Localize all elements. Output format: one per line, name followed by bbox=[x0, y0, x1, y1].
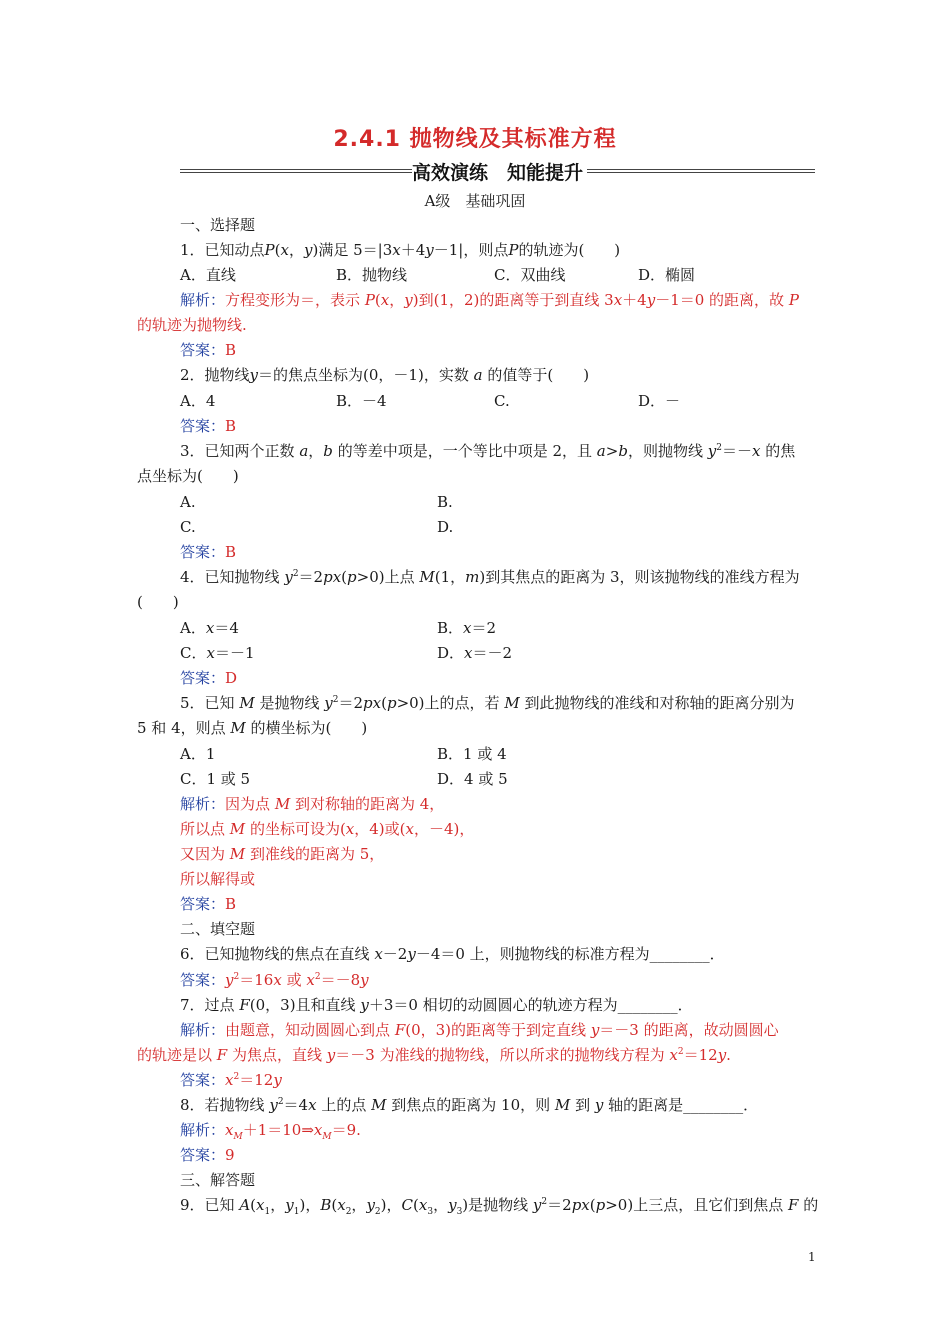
q5-stem-line2: 5 和 4，则点 M 的横坐标为( ) bbox=[137, 719, 368, 737]
q2-option-a: A．4 bbox=[180, 392, 216, 410]
q5-stem: 5．已知 M 是抛物线 $y^2=2px(p>0)$上的点，若 M 到此抛物线的准线和对称轴的距离分别为 bbox=[180, 694, 795, 712]
q9-stem: 9．已知 $A(x_1$，$y_1$)，$B(x_2$，$y_2$)，$C(x_3$，$y_3$)是抛物线 $y^2=2px(p>0)$上三点，且它们到焦点 F 的 bbox=[180, 1196, 819, 1217]
q7-analysis: 解析：由题意，知动圆圆心到点 F(0，3)的距离等于到定直线 y＝－3 的距离，故动圆圆心 bbox=[180, 1021, 779, 1039]
q1-analysis-line2: 的轨迹为抛物线. bbox=[137, 316, 247, 334]
page-number: 1 bbox=[808, 1250, 816, 1264]
q4-option-b: B．x＝2 bbox=[437, 619, 497, 637]
q5-analysis-line2: 所以点 M 的坐标可设为(x，4)或(x，－4)， bbox=[180, 820, 475, 838]
q8-stem: 8．若抛物线 $y^2=4x$ 上的点 M 到焦点的距离为 10，则 M 到 y 轴的距离是________． bbox=[180, 1096, 759, 1114]
q7-analysis-line2: 的轨迹是以 F 为焦点，直线 y＝－3 为准线的抛物线，所以所求的抛物线方程为 $x^2=12y$. bbox=[137, 1046, 731, 1064]
q8-analysis: 解析：$x_M+1=10\Rightarrow x_M=9$. bbox=[180, 1121, 361, 1142]
q3-stem: 3．已知两个正数 a，b 的等差中项是，一个等比中项是 2，且 a>b，则抛物线 $y^2=-x$ 的焦 bbox=[180, 442, 796, 460]
q6-answer: 答案：$y^2=16x$ 或 $x^2=-8y$ bbox=[180, 971, 369, 989]
q4-stem: 4．已知抛物线 $y^2=2px(p>0)$上点 M(1，m)到其焦点的距离为 3，则该抛物线的准线方程为 bbox=[180, 568, 800, 586]
q3-option-c: C. bbox=[180, 518, 196, 536]
q5-option-d: D．4 或 5 bbox=[437, 770, 508, 788]
q2-stem: 2．抛物线y＝的焦点坐标为(0，－1)，实数 a 的值等于( ) bbox=[180, 366, 590, 384]
q1-answer: 答案：B bbox=[180, 341, 237, 359]
q2-option-b: B．－4 bbox=[336, 392, 387, 410]
q8-answer: 答案：9 bbox=[180, 1146, 235, 1164]
q5-analysis-line1: 解析：因为点 M 到对称轴的距离为 4， bbox=[180, 795, 445, 813]
q2-option-c: C. bbox=[494, 392, 510, 410]
q4-answer: 答案：D bbox=[180, 669, 238, 687]
q4-stem-line2: ( ) bbox=[137, 593, 179, 611]
q3-option-a: A. bbox=[180, 493, 196, 511]
section-fill-blank: 二、填空题 bbox=[180, 920, 256, 938]
q1-analysis: 解析：方程变形为＝，表示 P(x，y)到(1，2)的距离等于到直线 3x＋4y－1＝0 的距离，故 P bbox=[180, 291, 799, 309]
q5-option-a: A．1 bbox=[180, 745, 216, 763]
q5-analysis-line4: 所以解得或 bbox=[180, 870, 256, 888]
level-heading: A级 基础巩固 bbox=[424, 192, 526, 210]
q1-option-d: D．椭圆 bbox=[638, 266, 696, 284]
q3-option-d: D. bbox=[437, 518, 454, 536]
q1-option-c: C．双曲线 bbox=[494, 266, 566, 284]
q1-stem: 1．已知动点P(x，y)满足 5＝|3x＋4y－1|，则点P的轨迹为( ) bbox=[180, 241, 621, 259]
subtitle-banner bbox=[180, 158, 815, 184]
q4-option-a: A．x＝4 bbox=[180, 619, 239, 637]
q2-option-d: D．－ bbox=[638, 392, 681, 410]
section-solution: 三、解答题 bbox=[180, 1171, 256, 1189]
q6-stem: 6．已知抛物线的焦点在直线 x－2y－4＝0 上，则抛物线的标准方程为________． bbox=[180, 945, 725, 963]
q5-option-b: B．1 或 4 bbox=[437, 745, 507, 763]
section-choice: 一、选择题 bbox=[180, 216, 256, 234]
q3-answer: 答案：B bbox=[180, 543, 237, 561]
q5-answer: 答案：B bbox=[180, 895, 237, 913]
q3-option-b: B. bbox=[437, 493, 453, 511]
q7-stem: 7．过点 F(0，3)且和直线 y＋3＝0 相切的动圆圆心的轨迹方程为________． bbox=[180, 996, 693, 1014]
q7-answer: 答案：$x^2=12y$ bbox=[180, 1071, 282, 1089]
q5-analysis-line3: 又因为 M 到准线的距离为 5， bbox=[180, 845, 385, 863]
subtitle: 高效演练 知能提升 bbox=[411, 162, 583, 184]
q5-option-c: C．1 或 5 bbox=[180, 770, 251, 788]
page-title: 2.4.1 抛物线及其标准方程 bbox=[333, 127, 617, 152]
q4-option-d: D．x＝－2 bbox=[437, 644, 513, 662]
q4-option-c: C．x＝－1 bbox=[180, 644, 255, 662]
q1-option-a: A．直线 bbox=[180, 266, 236, 284]
q3-stem-line2: 点坐标为( ) bbox=[137, 467, 239, 485]
q2-answer: 答案：B bbox=[180, 417, 237, 435]
q1-option-b: B．抛物线 bbox=[336, 266, 408, 284]
